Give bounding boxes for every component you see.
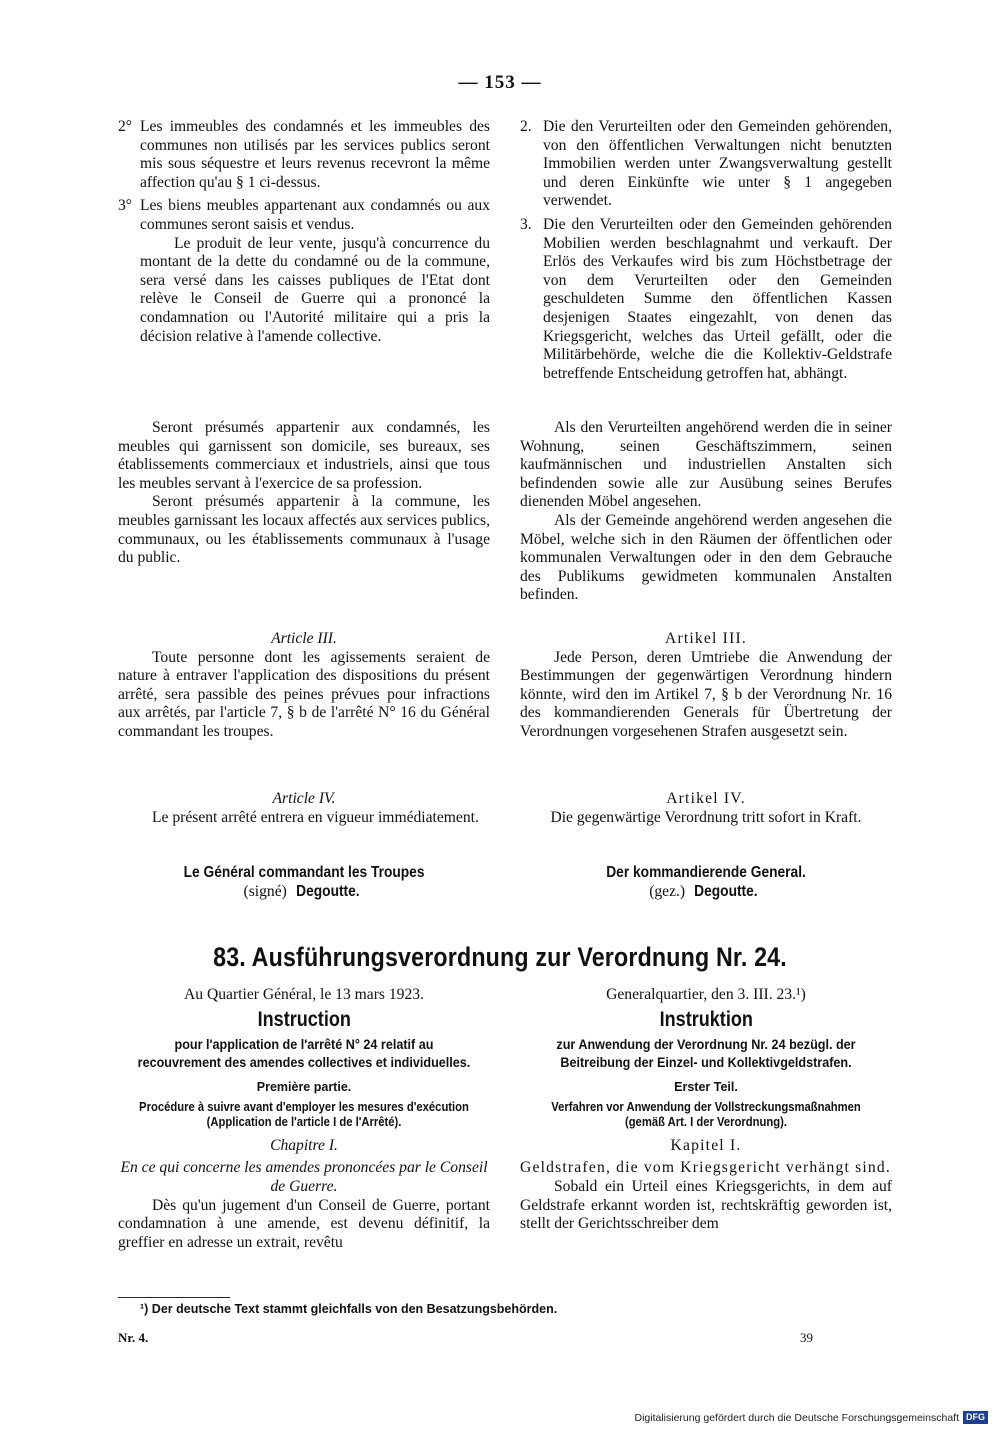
de-item-3: [520, 216, 892, 383]
section-heading: 83. Ausführungsverordnung zur Verordnung Nr. 24.: [213, 942, 787, 972]
fr-article-4-title: Article IV.: [272, 790, 336, 807]
fr-article-4-text: Le présent arrêté entrera en vigueur immédiatement.: [152, 808, 479, 826]
signature-mark: 39: [800, 1330, 813, 1345]
de-chapter-text: Sobald ein Urteil eines Kriegsgerichts, in dem auf Geldstrafe erkannt worden ist, rechtskräftig geworden ist, stellt der Gerichtsschreiber dem: [520, 1177, 892, 1233]
fr-date-line: Au Quartier Général, le 13 mars 1923.: [184, 986, 424, 1003]
german-column-upper: [520, 118, 892, 383]
de-article-4: [520, 790, 892, 827]
fr-chapter-subtitle: En ce qui concerne les amendes prononcées par le Conseil de Guerre.: [120, 1159, 488, 1195]
fr-article-3-title: Article III.: [271, 630, 337, 647]
fr-signature: [118, 864, 490, 901]
fr-item-3-continuation: Le produit de leur vente, jusqu'à concurrence du montant de la dette du condamné ou de la commune, sera versé dans les caisses publiques de l'Etat dont relève le Conseil de Guerre qui a prononcé la condamnation ou l'Autorité militaire qui a pris la décision relative à l'amende collective.: [140, 234, 490, 345]
de-article-3-text: Jede Person, deren Umtriebe die Anwendung der Bestimmungen der gegenwärtigen Verordnung hindern könnte, wird den im Artikel 7, § b der Verordnung Nr. 16 des kommandierenden Generals für Übertretung der Verordnungen vorgesehenen Strafen ausgesetzt sein.: [520, 648, 892, 740]
de-part-heading: Erster Teil.: [674, 1080, 738, 1095]
footnote: ¹) Der deutsche Text stammt gleichfalls von den Besatzungsbehörden.: [140, 1302, 558, 1316]
fr-chapter-title: Chapitre I.: [270, 1136, 338, 1154]
fr-instruction-block: [118, 986, 490, 1252]
fr-part-heading: Première partie.: [256, 1080, 352, 1095]
fr-signature-name: Degoutte.: [295, 882, 360, 900]
footnote-rule: [118, 1297, 230, 1298]
de-presumption-paragraphs: [520, 419, 892, 605]
de-chapter-subtitle: Geldstrafen, die vom Kriegsgericht verhängt sind.: [520, 1159, 892, 1177]
de-instruction-block: [520, 986, 892, 1234]
de-signature-title: Der kommandierende General.: [606, 864, 806, 881]
de-paragraph-commune: Als der Gemeinde angehörend werden angesehen die Möbel, welche sich in den Räumen der öffentlichen oder kommunalen Verwaltungen oder in den dem Gebrauche des Publikums gewidmeten kommunalen Anstalten befinden.: [520, 511, 892, 604]
de-item-3-number: 3.: [520, 215, 532, 233]
fr-instruction-subtitle: pour l'application de l'arrêté N° 24 relatif au recouvrement des amendes collectives et individuelles.: [137, 1036, 471, 1071]
fr-item-2-number: 2°: [118, 118, 133, 135]
fr-item-3: [118, 197, 490, 346]
de-date-line: Generalquartier, den 3. III. 23.¹): [606, 986, 806, 1003]
fr-article-3: [118, 630, 490, 742]
fr-article-3-text: Toute personne dont les agissements seraient de nature à entraver l'application des dispositions du présent arrêté, sera passible des peines prévues pour infractions aux arrêtés, par l'article 7, § b de l'arrêté N° 16 du Général commandant les troupes.: [118, 648, 490, 740]
fr-paragraph-commune: Seront présumés appartenir à la commune, les meubles garnissant les locaux affectés aux services publics, communaux, ou les établissements communaux à l'usage du public.: [118, 493, 490, 567]
de-instruction-title: Instruktion: [659, 1007, 753, 1031]
de-procedure: Verfahren vor Anwendung der Vollstreckungsmaßnahmen (gemäß Art. I der Verordnung).: [551, 1099, 861, 1130]
issue-number: Nr. 4.: [118, 1330, 149, 1345]
fr-instruction-title: Instruction: [257, 1007, 351, 1031]
de-article-4-text: Die gegenwärtige Verordnung tritt sofort in Kraft.: [550, 808, 862, 826]
de-chapter-title: Kapitel I.: [670, 1136, 742, 1154]
dfg-credit-text: Digitalisierung gefördert durch die Deutsche Forschungsgemeinschaft: [634, 1411, 959, 1424]
fr-item-3-number: 3°: [118, 197, 133, 215]
dfg-logo-icon: DFG: [963, 1411, 988, 1424]
de-item-2: [520, 118, 892, 211]
de-signature-prefix: (gez.): [649, 882, 686, 900]
de-paragraph-condemned: Als den Verurteilten angehörend werden die in seiner Wohnung, seinen Geschäftszimmern, seinen kaufmännischen und industriellen Anstalten sich befindenden sowie alle zur Ausübung seines Berufes dienenden Möbel angesehen.: [520, 419, 892, 511]
de-signature-name: Degoutte.: [694, 882, 758, 900]
dfg-credit-bar: [634, 1411, 988, 1424]
fr-item-2: [118, 118, 490, 192]
page-number: — 153 —: [458, 72, 542, 93]
de-item-2-text: Die den Verurteilten oder den Gemeinden gehörenden, von den öffentlichen Verwaltungen nicht benutzten Immobilien werden unter Zwangsverwaltung gestellt und deren Einkünfte wie unter § 1 angegeben verwendet.: [543, 118, 892, 210]
fr-article-4: [118, 790, 490, 827]
fr-paragraph-condemned: Seront présumés appartenir aux condamnés, les meubles qui garnissent son domicile, ses bureaux, ses établissements commerciaux et industriels, ainsi que tous les meubles servant à l'exercice de sa profession.: [118, 419, 490, 492]
french-column-upper: [118, 118, 490, 346]
fr-presumption-paragraphs: [118, 419, 490, 568]
de-article-3-title: Artikel III.: [665, 630, 747, 647]
de-article-3: [520, 630, 892, 742]
de-instruction-subtitle: zur Anwendung der Verordnung Nr. 24 bezügl. der Beitreibung der Einzel- und Kollektivgeldstrafen.: [556, 1036, 856, 1071]
fr-chapter-text: Dès qu'un jugement d'un Conseil de Guerre, portant condamnation à une amende, est devenu définitif, la greffier en adresse un extrait, revêtu: [118, 1196, 490, 1251]
fr-signature-title: Le Général commandant les Troupes: [183, 864, 425, 881]
fr-item-3-text: Les biens meubles appartenant aux condamnés ou aux communes seront saisis et vendus.: [140, 197, 490, 233]
fr-signature-prefix: (signé): [243, 882, 287, 900]
de-article-4-title: Artikel IV.: [666, 790, 746, 807]
de-item-3-text: Die den Verurteilten oder den Gemeinden gehörenden Mobilien werden beschlagnahmt und verkauft. Der Erlös des Verkaufes wird bis zum Höchstbetrage der von dem Verurteilten oder den Gemeinden geschuldeten Summe den öffentlichen Kassen desjenigen Staates eingezahlt, von denen das Kriegsgericht, welches das Urteil gefällt, oder die Militärbehörde, welche die die Kollektiv-Geldstrafe betreffende Entscheidung getroffen hat, abhängt.: [543, 215, 892, 382]
fr-procedure: Procédure à suivre avant d'employer les mesures d'exécution (Application de l'article I de l'Arrêté).: [139, 1099, 469, 1130]
de-item-2-number: 2.: [520, 118, 532, 135]
de-signature: [520, 864, 892, 901]
fr-item-2-text: Les immeubles des condamnés et les immeubles des communes non utilisés par les services publics seront mis sous séquestre et leurs revenus recevront la même affection qu'au § 1 ci-dessus.: [140, 118, 490, 191]
